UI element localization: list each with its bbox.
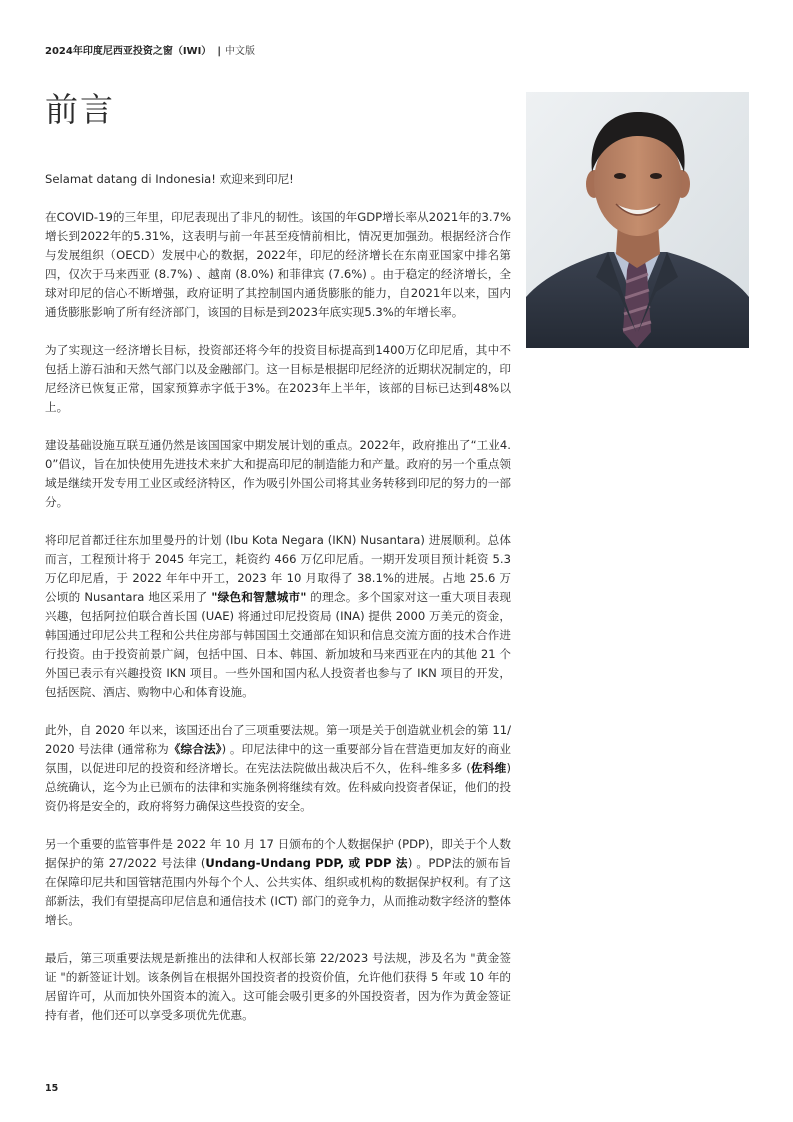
body-paragraph bbox=[45, 208, 511, 322]
portrait-image bbox=[526, 92, 749, 348]
portrait-photo bbox=[526, 92, 749, 348]
paragraph-text: 为了实现这一经济增长目标，投资部还将今年的投资目标提高到1400万亿印尼盾，其中不包括上游石油和天然气部门以及金融部门。这一目标是根据印尼经济的近期状况制定的，印尼经济已恢复正常，国家预算赤字低于3%。在2023年上半年，该部的目标已达到48%以上。 bbox=[45, 343, 511, 414]
body-paragraph bbox=[45, 341, 511, 417]
paragraph-text: ) 。印尼法律中的这一重要部分旨在营造更加友好的商业氛围，以促进印尼的投资和经济增长。在宪法法院做出裁决后不久，佐科-维多多 ( bbox=[45, 742, 512, 775]
bold-text: 《综合法》 bbox=[168, 742, 222, 756]
paragraph-text: ) 。PDP法的颁布旨在保障印尼共和国管辖范围内外每个个人、公共实体、组织或机构的数据保护权利。有了这部新法，我们有望提高印尼信息和通信技术 (ICT) 部门的竞争力，从而推动数字经济的整体增长。 bbox=[45, 856, 512, 927]
paragraph-text: 最后，第三项重要法规是新推出的法律和人权部长第 22/2023 号法规，涉及名为 "黄金签证 "的新签证计划。该条例旨在根据外国投资者的投资价值，允许他们获得 5 年或 10 年的居留许可，从而加快外国资本的流入。这可能会吸引更多的外国投资者，因为作为黄金签证持有者，他们还可以享受多项优先优惠。 bbox=[45, 951, 511, 1022]
paragraph-text: 另一个重要的监管事件是 2022 年 10 月 17 日颁布的个人数据保护 (PDP)，即关于个人数据保护的第 27/2022 号法律 ( bbox=[45, 837, 511, 870]
body-paragraph bbox=[45, 436, 511, 512]
body-paragraph bbox=[45, 721, 511, 816]
body-paragraph bbox=[45, 835, 511, 930]
bold-text: "绿色和智慧城市" bbox=[211, 590, 307, 604]
paragraph-text: 建设基础设施互联互通仍然是该国国家中期发展计划的重点。2022年，政府推出了“工业4.0”倡议，旨在加快使用先进技术来扩大和提高印尼的制造能力和产量。政府的另一个重点领域是继续开发专用工业区或经济特区，作为吸引外国公司将其业务转移到印尼的努力的一部分。 bbox=[45, 438, 511, 509]
page-number: 15 bbox=[45, 1083, 59, 1094]
page-title: 前言 bbox=[45, 90, 115, 129]
document-header bbox=[45, 42, 255, 57]
bold-text: Undang-Undang PDP, 或 PDP 法 bbox=[205, 856, 408, 870]
paragraph-text: 此外，自 2020 年以来，该国还出台了三项重要法规。第一项是关于创造就业机会的第 11/2020 号法律 (通常称为 bbox=[45, 723, 511, 756]
edition-label: 中文版 bbox=[224, 46, 255, 57]
bold-text: 佐科维 bbox=[470, 761, 507, 775]
paragraph-text: Selamat datang di Indonesia! 欢迎来到印尼! bbox=[45, 172, 294, 186]
body-paragraph bbox=[45, 949, 511, 1025]
body-paragraph bbox=[45, 531, 511, 702]
body-paragraph bbox=[45, 170, 511, 189]
paragraph-text: 将印尼首都迁往东加里曼丹的计划 (Ibu Kota Negara (IKN) Nusantara) 进展顺利。总体而言，工程预计将于 2045 年完工，耗资约 466 万亿印尼盾。一期开发项目预计耗资 5.3 万亿印尼盾，于 2022 年年中开工，2023 年 10 月取得了 38.1%的进展。占地 25.6 万公顷的 Nusantara 地区采用了 bbox=[45, 533, 511, 604]
header-separator: | bbox=[217, 46, 221, 57]
publication-title: 2024年印度尼西亚投资之窗（IWI） bbox=[45, 46, 212, 57]
paragraph-text: ) 总统确认，迄今为止已颁布的法律和实施条例将继续有效。佐科威向投资者保证，他们的投资仍将是安全的，政府将努力确保这些投资的安全。 bbox=[45, 761, 511, 813]
article-body bbox=[45, 170, 511, 1044]
paragraph-text: 在COVID-19的三年里，印尼表现出了非凡的韧性。该国的年GDP增长率从2021年的3.7%增长到2022年的5.31%，这表明与前一年甚至疫情前相比，情况更加强劲。根据经济合作与发展组织（OECD）发展中心的数据，2022年，印尼的经济增长在东南亚国家中排名第四，仅次于马来西亚 (8.7%) 、越南 (8.0%) 和菲律宾 (7.6%) 。由于稳定的经济增长，全球对印尼的信心不断增强，政府证明了其控制国内通货膨胀的能力，自2021年以来，国内通货膨胀影响了所有经济部门，该国的目标是到2023年底实现5.3%的年增长率。 bbox=[45, 210, 511, 319]
paragraph-text: 的理念。多个国家对这一重大项目表现兴趣，包括阿拉伯联合酋长国 (UAE) 将通过印尼投资局 (INA) 提供 2000 万美元的资金，韩国通过印尼公共工程和公共住房部与韩国国土交通部在知识和信息交流方面的技术合作进行投资。由于投资前景广阔，包括中国、日本、韩国、新加坡和马来西亚在内的其他 21 个外国已表示有兴趣投资 IKN 项目。一些外国和国内私人投资者也参与了 IKN 项目的开发，包括医院、酒店、购物中心和体育设施。 bbox=[45, 590, 511, 699]
